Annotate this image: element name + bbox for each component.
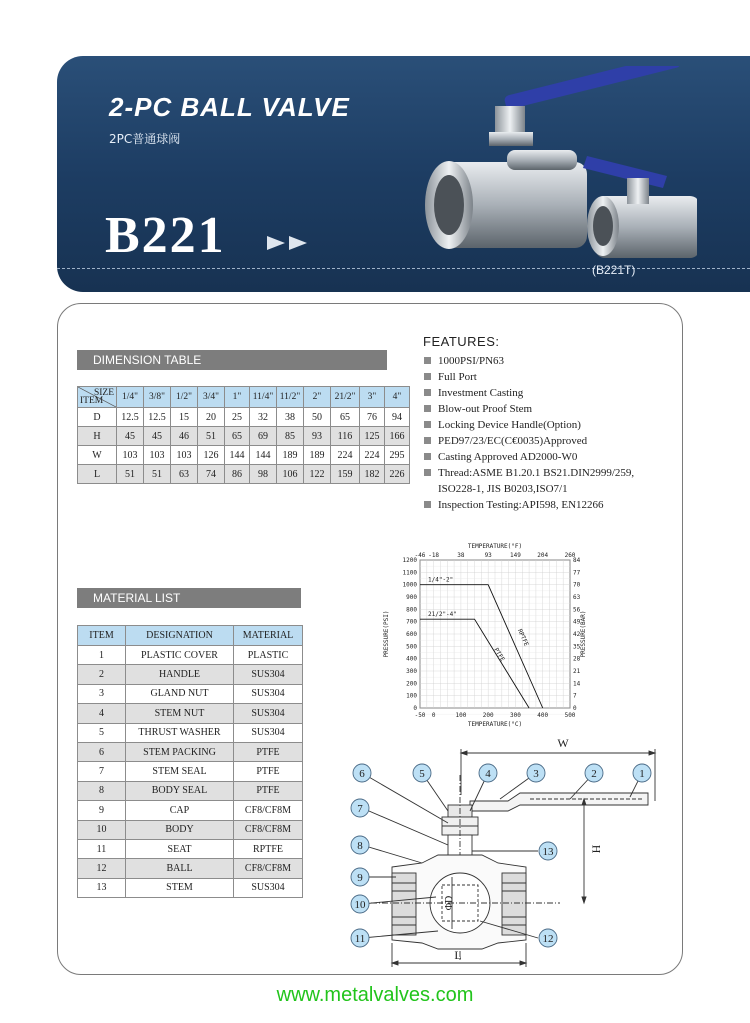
designation-cell: BODY — [126, 820, 234, 839]
material-cell: PLASTIC — [234, 646, 303, 665]
list-item — [423, 497, 634, 513]
bullet-square-icon — [424, 421, 431, 428]
y2-tick-label: 42 — [573, 631, 581, 638]
value-cell: 65 — [331, 408, 360, 427]
designation-cell: CAP — [126, 801, 234, 820]
list-item — [423, 385, 634, 401]
item-cell: H — [78, 427, 117, 446]
value-cell: 63 — [171, 465, 198, 484]
table-row — [78, 626, 303, 646]
value-cell: 126 — [198, 446, 225, 465]
callout-12: 12 — [542, 933, 554, 945]
item-cell: 6 — [78, 742, 126, 761]
dimension-w-label: W — [557, 736, 569, 750]
value-cell: 76 — [360, 408, 385, 427]
table-row — [78, 408, 410, 427]
header-banner — [57, 56, 750, 292]
x-top-tick-label: 204 — [537, 552, 549, 559]
size-header: 1/4" — [117, 387, 144, 408]
dimension-table-heading: DIMENSION TABLE — [77, 350, 387, 370]
material-cell: PTFE — [234, 781, 303, 800]
y2-tick-label: 56 — [573, 606, 581, 614]
series-label-rptfe: RPTFE — [515, 628, 530, 648]
value-cell: 50 — [304, 408, 331, 427]
material-cell: CF8/CF8M — [234, 820, 303, 839]
y-tick-label: 700 — [406, 618, 417, 626]
size-header: 11/2" — [277, 387, 304, 408]
callout-7: 7 — [357, 803, 363, 815]
value-cell: 189 — [304, 446, 331, 465]
value-cell: 224 — [360, 446, 385, 465]
callout-10: 10 — [354, 899, 366, 911]
item-cell: 12 — [78, 859, 126, 878]
list-item — [423, 433, 634, 449]
table-row — [78, 427, 410, 446]
y-tick-label: 500 — [406, 643, 417, 651]
x-top-tick-label: 149 — [510, 552, 521, 559]
item-cell: 10 — [78, 820, 126, 839]
item-cell: 8 — [78, 781, 126, 800]
value-cell: 20 — [198, 408, 225, 427]
product-subtitle-cn: 2PC普通球阀 — [109, 132, 181, 146]
size-range-annotation: 1/4"-2" — [428, 576, 454, 584]
size-range-annotation: 21/2"-4" — [428, 611, 457, 619]
designation-cell: STEM NUT — [126, 704, 234, 723]
item-cell: 2 — [78, 665, 126, 684]
y2-axis-label: PRESSURE(BAR) — [580, 610, 587, 658]
feature-text: Thread:ASME B1.20.1 BS21.DIN2999/259, — [438, 467, 635, 479]
size-header: 3/4" — [198, 387, 225, 408]
table-row — [78, 646, 303, 665]
bullet-square-icon — [424, 357, 431, 364]
dimension-l-label: L — [454, 948, 462, 962]
value-cell: 38 — [277, 408, 304, 427]
designation-cell: GLAND NUT — [126, 684, 234, 703]
value-cell: 116 — [331, 427, 360, 446]
item-cell: 3 — [78, 684, 126, 703]
material-cell: CF8/CF8M — [234, 801, 303, 820]
corner-item-label: ITEM — [80, 396, 104, 406]
value-cell: 25 — [225, 408, 250, 427]
value-cell: 103 — [117, 446, 144, 465]
x-tick-label: 0 — [431, 712, 436, 719]
feature-text: PED97/23/EC(C€0035)Approved — [438, 435, 588, 447]
material-cell: SUS304 — [234, 684, 303, 703]
value-cell: 122 — [304, 465, 331, 484]
value-cell: 144 — [225, 446, 250, 465]
material-cell: SUS304 — [234, 665, 303, 684]
table-row — [78, 723, 303, 742]
value-cell: 85 — [277, 427, 304, 446]
value-cell: 224 — [331, 446, 360, 465]
y-tick-label: 200 — [406, 680, 417, 688]
feature-text: Locking Device Handle(Option) — [438, 419, 581, 431]
y-axis-label: PRESSURE(PSI) — [383, 610, 390, 658]
value-cell: 32 — [250, 408, 277, 427]
table-row — [78, 820, 303, 839]
variant-label: (B221T) — [592, 263, 636, 277]
y2-tick-label: 49 — [573, 618, 581, 626]
callout-5: 5 — [419, 768, 425, 780]
bullet-square-icon — [424, 501, 431, 508]
bullet-square-icon — [424, 373, 431, 380]
value-cell: 74 — [198, 465, 225, 484]
y2-tick-label: 7 — [573, 692, 577, 700]
feature-text: Full Port — [438, 371, 477, 383]
value-cell: 226 — [385, 465, 410, 484]
designation-cell: HANDLE — [126, 665, 234, 684]
y-tick-label: 300 — [406, 668, 417, 675]
material-cell: SUS304 — [234, 704, 303, 723]
table-row — [78, 878, 303, 897]
x-tick-label: 100 — [455, 712, 467, 719]
size-header: 1/2" — [171, 387, 198, 408]
value-cell: 295 — [385, 446, 410, 465]
column-header: DESIGNATION — [126, 626, 234, 646]
size-header: 11/4" — [250, 387, 277, 408]
y2-tick-label: 0 — [573, 705, 577, 712]
column-header: MATERIAL — [234, 626, 303, 646]
item-cell: 9 — [78, 801, 126, 820]
designation-cell: PLASTIC COVER — [126, 646, 234, 665]
x-top-axis-label: TEMPERATURE(°F) — [467, 543, 523, 550]
value-cell: 125 — [360, 427, 385, 446]
item-cell: L — [78, 465, 117, 484]
callout-2: 2 — [591, 768, 597, 780]
table-row — [78, 465, 410, 484]
item-cell: 11 — [78, 839, 126, 858]
size-header: 3" — [360, 387, 385, 408]
value-cell: 12.5 — [144, 408, 171, 427]
value-cell: 51 — [117, 465, 144, 484]
callout-13: 13 — [542, 846, 554, 858]
table-row — [78, 665, 303, 684]
bullet-square-icon — [424, 389, 431, 396]
size-header: 2" — [304, 387, 331, 408]
x-axis-label: TEMPERATURE(°C) — [467, 721, 523, 728]
table-row — [78, 839, 303, 858]
designation-cell: STEM — [126, 878, 234, 897]
dimension-h-label: H — [589, 844, 603, 854]
size-header: 1" — [225, 387, 250, 408]
x-tick-label: -50 — [414, 712, 426, 719]
table-row — [78, 684, 303, 703]
y-tick-label: 900 — [406, 594, 417, 601]
callout-3: 3 — [533, 768, 539, 780]
callout-6: 6 — [359, 768, 365, 780]
x-tick-label: 400 — [537, 712, 549, 719]
value-cell: 15 — [171, 408, 198, 427]
double-arrow-icon — [265, 234, 311, 252]
size-header: 4" — [385, 387, 410, 408]
x-top-tick-label: 260 — [564, 552, 576, 559]
callout-8: 8 — [357, 840, 363, 852]
callout-11: 11 — [354, 933, 366, 945]
table-corner-cell — [78, 387, 117, 408]
valve-photo-icon — [377, 66, 697, 266]
material-list-heading: MATERIAL LIST — [77, 588, 301, 608]
designation-cell: BALL — [126, 859, 234, 878]
y-tick-label: 0 — [413, 705, 417, 712]
y-tick-label: 1000 — [402, 581, 417, 589]
bullet-square-icon — [424, 453, 431, 460]
features-block — [423, 334, 634, 513]
value-cell: 65 — [225, 427, 250, 446]
bullet-square-icon — [424, 437, 431, 444]
dimension-table — [77, 386, 410, 484]
x-tick-label: 200 — [482, 712, 494, 719]
material-table — [77, 625, 303, 898]
y-tick-label: 1200 — [402, 557, 417, 564]
callout-4: 4 — [485, 768, 491, 780]
table-row — [78, 762, 303, 781]
designation-cell: THRUST WASHER — [126, 723, 234, 742]
value-cell: 144 — [250, 446, 277, 465]
item-cell: 4 — [78, 704, 126, 723]
material-cell: SUS304 — [234, 723, 303, 742]
value-cell: 86 — [225, 465, 250, 484]
y2-tick-label: 28 — [573, 655, 581, 663]
size-header: 21/2" — [331, 387, 360, 408]
dimension-d-label: ΦD — [444, 895, 455, 911]
material-cell: CF8/CF8M — [234, 859, 303, 878]
material-cell: RPTFE — [234, 839, 303, 858]
x-top-tick-label: 93 — [484, 552, 492, 559]
value-cell: 159 — [331, 465, 360, 484]
item-cell: 1 — [78, 646, 126, 665]
material-cell: PTFE — [234, 762, 303, 781]
material-cell: SUS304 — [234, 878, 303, 897]
value-cell: 45 — [144, 427, 171, 446]
designation-cell: STEM PACKING — [126, 742, 234, 761]
y2-tick-label: 70 — [573, 581, 581, 589]
table-row — [78, 801, 303, 820]
designation-cell: SEAT — [126, 839, 234, 858]
value-cell: 93 — [304, 427, 331, 446]
value-cell: 51 — [144, 465, 171, 484]
value-cell: 103 — [171, 446, 198, 465]
features-title: FEATURES: — [423, 334, 500, 349]
feature-text: ISO228-1, JIS B0203,ISO7/1 — [438, 483, 568, 495]
designation-cell: STEM SEAL — [126, 762, 234, 781]
y-tick-label: 400 — [406, 655, 417, 663]
x-tick-label: 500 — [564, 712, 576, 719]
list-item — [423, 417, 634, 433]
list-item — [423, 369, 634, 385]
y2-tick-label: 63 — [573, 594, 581, 601]
y2-tick-label: 35 — [573, 643, 581, 651]
value-cell: 94 — [385, 408, 410, 427]
value-cell: 106 — [277, 465, 304, 484]
list-item — [423, 401, 634, 417]
callout-1: 1 — [639, 768, 645, 780]
y2-tick-label: 77 — [573, 569, 581, 577]
value-cell: 51 — [198, 427, 225, 446]
x-tick-label: 300 — [510, 712, 521, 719]
y-tick-label: 1100 — [402, 569, 417, 577]
list-item-continuation — [423, 481, 634, 497]
size-header: 3/8" — [144, 387, 171, 408]
y-tick-label: 800 — [406, 606, 417, 614]
callout-9: 9 — [357, 872, 363, 884]
value-cell: 103 — [144, 446, 171, 465]
bullet-square-icon — [424, 405, 431, 412]
valve-section-drawing — [330, 735, 670, 970]
item-cell: D — [78, 408, 117, 427]
product-title: 2-PC BALL VALVE — [109, 92, 350, 122]
value-cell: 45 — [117, 427, 144, 446]
table-row — [78, 704, 303, 723]
y2-tick-label: 21 — [573, 668, 581, 675]
x-top-tick-label: -18 — [428, 552, 440, 559]
material-cell: PTFE — [234, 742, 303, 761]
bullet-square-icon — [424, 469, 431, 476]
pressure-temperature-chart — [380, 533, 590, 733]
value-cell: 166 — [385, 427, 410, 446]
designation-cell: BODY SEAL — [126, 781, 234, 800]
item-cell: W — [78, 446, 117, 465]
table-row — [78, 742, 303, 761]
y2-tick-label: 14 — [573, 680, 581, 688]
y-tick-label: 100 — [406, 692, 417, 700]
model-number: B221 — [105, 207, 226, 264]
table-row — [78, 781, 303, 800]
x-top-tick-label: -46 — [414, 552, 426, 559]
item-cell: 5 — [78, 723, 126, 742]
column-header: ITEM — [78, 626, 126, 646]
features-list — [423, 353, 634, 513]
website-link[interactable]: www.metalvalves.com — [276, 984, 474, 1006]
value-cell: 69 — [250, 427, 277, 446]
value-cell: 46 — [171, 427, 198, 446]
feature-text: Casting Approved AD2000-W0 — [438, 451, 578, 463]
table-row — [78, 387, 410, 408]
y2-tick-label: 84 — [573, 557, 581, 564]
table-row — [78, 446, 410, 465]
value-cell: 98 — [250, 465, 277, 484]
y-tick-label: 600 — [406, 631, 417, 638]
list-item — [423, 353, 634, 369]
table-row — [78, 859, 303, 878]
feature-text: Inspection Testing:API598, EN12266 — [438, 499, 604, 511]
list-item — [423, 449, 634, 465]
feature-text: Blow-out Proof Stem — [438, 403, 533, 415]
feature-text: 1000PSI/PN63 — [438, 355, 505, 367]
corner-size-label: SIZE — [93, 388, 114, 398]
value-cell: 12.5 — [117, 408, 144, 427]
feature-text: Investment Casting — [438, 387, 524, 399]
value-cell: 182 — [360, 465, 385, 484]
list-item — [423, 465, 634, 481]
item-cell: 13 — [78, 878, 126, 897]
x-top-tick-label: 38 — [457, 552, 465, 559]
banner-divider — [57, 268, 750, 269]
series-label-ptfe: PTFE — [492, 646, 506, 663]
value-cell: 189 — [277, 446, 304, 465]
item-cell: 7 — [78, 762, 126, 781]
